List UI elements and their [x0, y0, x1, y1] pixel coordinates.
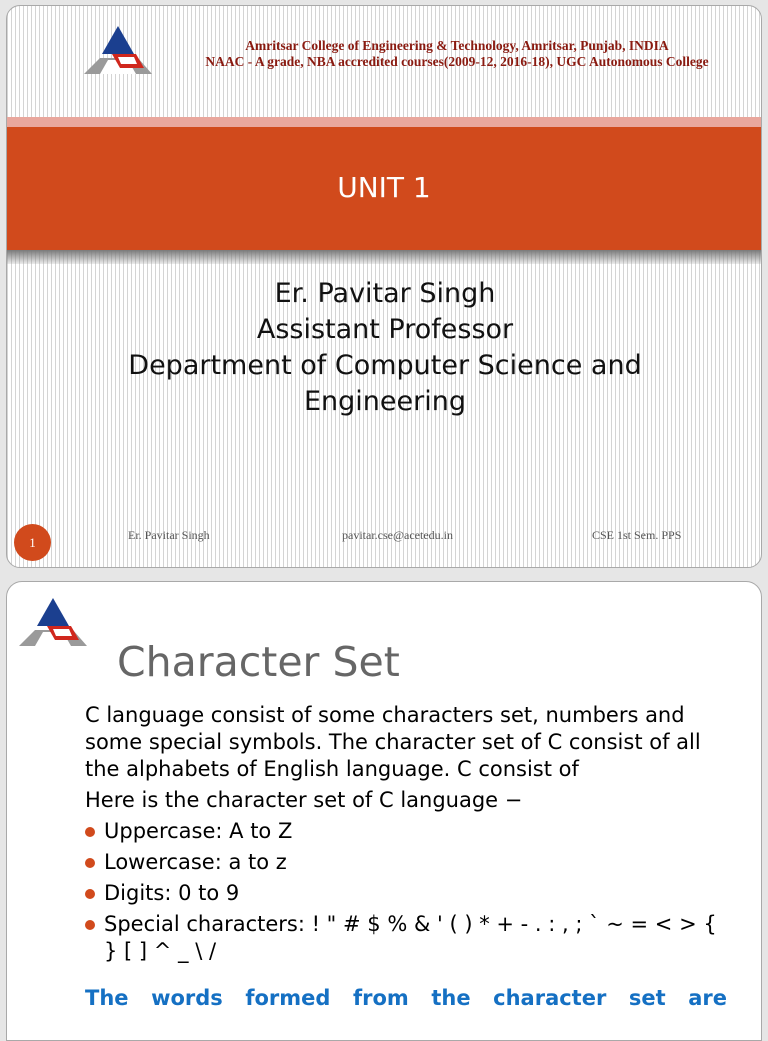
list-item-text: Special characters: ! " # $ % & ' ( ) * + - . : , ; ` ~ = < > { } [ ] ^ _ \ /	[104, 912, 717, 963]
title-band-shadow	[7, 250, 761, 264]
header-divider	[7, 117, 761, 127]
list-item-text: Lowercase: a to z	[104, 850, 287, 874]
author-department-cont: Engineering	[304, 386, 466, 417]
intro-paragraph: C language consist of some characters set, numbers and some special symbols. The character set of C consist of all the alphabets of English language. C consist of	[85, 703, 701, 781]
footer-course: CSE 1st Sem. PPS	[592, 528, 682, 542]
college-name: Amritsar College of Engineering & Technology, Amritsar, Punjab, INDIA	[245, 38, 669, 53]
list-item	[85, 849, 727, 876]
title-slide	[6, 5, 762, 568]
bullet-dot-icon	[85, 920, 95, 930]
list-item	[85, 911, 727, 965]
college-logo-icon	[17, 596, 89, 650]
college-logo-icon	[82, 24, 154, 78]
footer-author: Er. Pavitar Singh	[128, 528, 210, 542]
bullet-dot-icon	[85, 827, 95, 837]
author-designation: Assistant Professor	[256, 314, 514, 345]
lead-line: Here is the character set of C language −	[85, 788, 523, 812]
list-item-text: Uppercase: A to Z	[104, 819, 293, 843]
slide-body	[85, 702, 727, 1012]
footer-email[interactable]: pavitar.cse@acetedu.in	[342, 528, 453, 542]
author-department: Department of Computer Science and	[128, 350, 642, 381]
slide-number-badge: 1	[14, 524, 51, 561]
list-item-text: Digits: 0 to 9	[104, 881, 240, 905]
unit-title: UNIT 1	[337, 171, 431, 204]
author-name: Er. Pavitar Singh	[274, 278, 496, 309]
bullet-dot-icon	[85, 858, 95, 868]
college-accreditation: NAAC - A grade, NBA accredited courses(2009-12, 2016-18), UGC Autonomous College	[205, 54, 709, 69]
character-set-list	[85, 818, 727, 965]
title-band	[7, 127, 761, 250]
slide-title: Character Set	[117, 638, 400, 686]
list-item	[85, 880, 727, 907]
content-slide	[6, 581, 762, 1041]
college-header	[157, 38, 757, 70]
author-block	[47, 276, 723, 420]
bullet-dot-icon	[85, 889, 95, 899]
list-item	[85, 818, 727, 845]
highlight-line: The words formed from the character set are	[85, 986, 727, 1010]
